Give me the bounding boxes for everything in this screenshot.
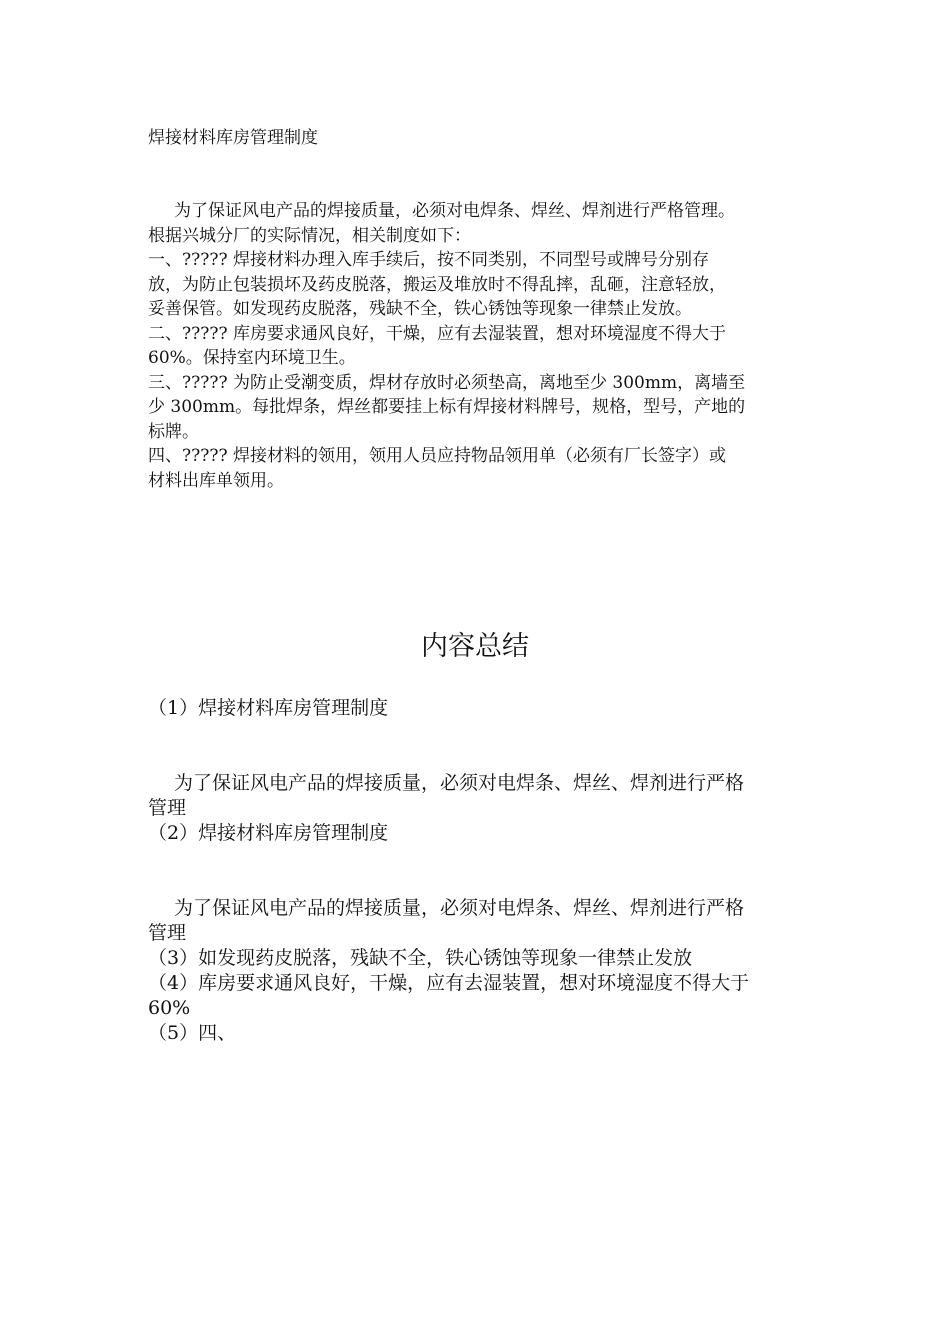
summary-item: 60% bbox=[148, 997, 191, 1019]
summary-heading: 内容总结 bbox=[421, 631, 529, 662]
summary-body bbox=[148, 696, 818, 1046]
summary-item: （4）库房要求通风良好，干燥，应有去湿装置，想对环境湿度不得大于 bbox=[148, 972, 750, 994]
rule-2-line: 60%。保持室内环境卫生。 bbox=[148, 348, 356, 368]
summary-spacer bbox=[148, 846, 818, 896]
rule-4-line: 材料出库单领用。 bbox=[148, 470, 284, 491]
rule-3-line: 标牌。 bbox=[148, 421, 199, 442]
rule-2-line: 二、????? 库房要求通风良好，干燥，应有去湿装置，想对环境湿度不得大于 bbox=[148, 323, 726, 344]
body-line: 为了保证风电产品的焊接质量，必须对电焊条、焊丝、焊剂进行严格管理。 bbox=[174, 201, 735, 221]
body-line: 根据兴城分厂的实际情况，相关制度如下： bbox=[148, 225, 471, 246]
summary-item: （2）焊接材料库房管理制度 bbox=[148, 822, 389, 844]
rule-3-line: 三、????? 为防止受潮变质，焊材存放时必须垫高，离地至少 300mm，离墙至 bbox=[148, 372, 746, 393]
summary-item: 为了保证风电产品的焊接质量，必须对电焊条、焊丝、焊剂进行严格 bbox=[174, 897, 745, 919]
summary-item: （5）四、 bbox=[148, 1022, 237, 1044]
rule-1-line: 一、????? 焊接材料办理入库手续后，按不同类别，不同型号或牌号分别存 bbox=[148, 250, 709, 270]
rule-3-line: 少 300mm。每批焊条，焊丝都要挂上标有焊接材料牌号，规格，型号，产地的 bbox=[148, 397, 746, 417]
document-title: 焊接材料库房管理制度 bbox=[148, 128, 318, 148]
summary-item: （3）如发现药皮脱落，残缺不全，铁心锈蚀等现象一律禁止发放 bbox=[148, 947, 693, 969]
rule-1-line: 妥善保管。如发现药皮脱落，残缺不全，铁心锈蚀等现象一律禁止发放。 bbox=[148, 299, 692, 319]
rule-1-line: 放，为防止包装损坏及药皮脱落，搬运及堆放时不得乱摔，乱砸，注意轻放， bbox=[148, 274, 726, 295]
summary-item: 为了保证风电产品的焊接质量，必须对电焊条、焊丝、焊剂进行严格 bbox=[174, 772, 745, 794]
summary-item: （1）焊接材料库房管理制度 bbox=[148, 697, 389, 719]
document-body bbox=[148, 199, 818, 493]
summary-item: 管理 bbox=[148, 922, 187, 944]
summary-spacer bbox=[148, 721, 818, 771]
summary-item: 管理 bbox=[148, 797, 187, 819]
rule-4-line: 四、????? 焊接材料的领用，领用人员应持物品领用单（必须有厂长签字）或 bbox=[148, 446, 726, 466]
